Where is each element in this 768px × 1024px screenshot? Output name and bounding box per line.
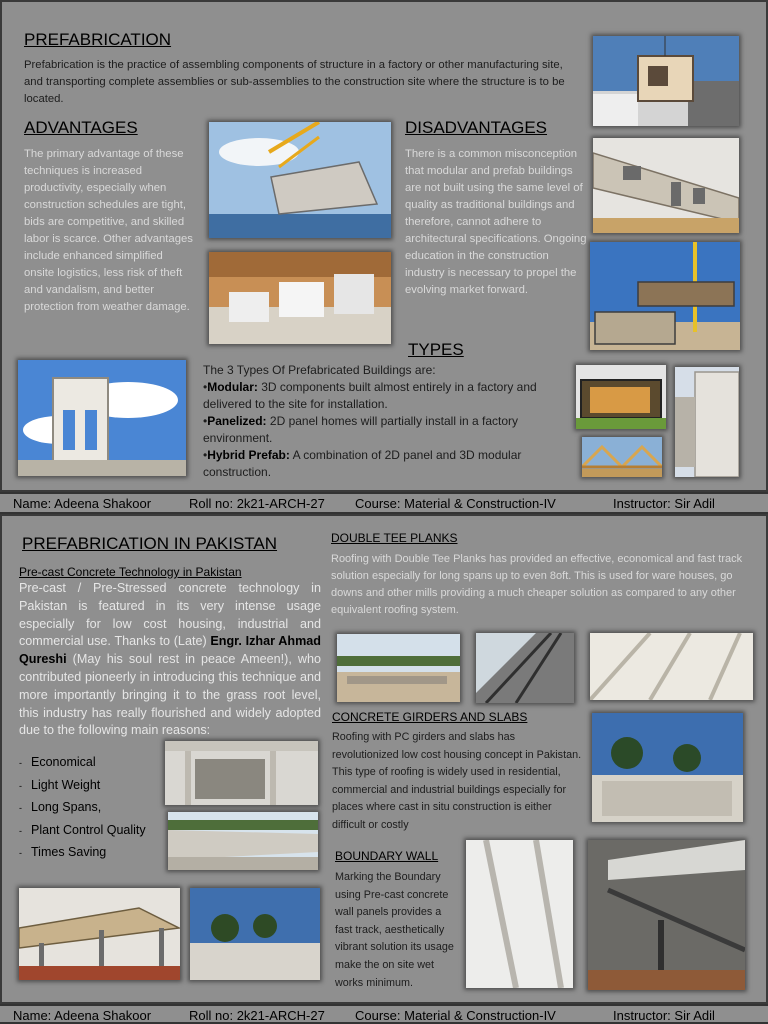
footer-1 xyxy=(0,492,768,514)
precast-text xyxy=(19,580,321,740)
double-tee-text: Roofing with Double Tee Planks has provided an effective, economical and fast track solution especially for long spans up to even 8oft. This is used for ware houses, go downs and other mills providing a much cheaper solution as compared to any other equivalent roofing system. xyxy=(331,553,743,616)
precast-heading: Pre-cast Concrete Technology in Pakistan xyxy=(19,565,242,579)
type-name: Hybrid Prefab: xyxy=(207,448,290,462)
reason-item: - Long Spans, xyxy=(19,797,146,820)
type-name: Modular: xyxy=(207,380,258,394)
photo-truss-roof xyxy=(582,437,662,477)
photo-girder-slab-stack xyxy=(592,713,743,822)
photo-modular-house xyxy=(576,365,666,429)
photo-boundary-wall-road xyxy=(168,812,318,870)
intro-text: Prefabrication is the practice of assembling components of structure in a factory or other manufacturing site, and transporting complete assemblies or sub-assemblies to the construction site where the structure is to be located. xyxy=(24,59,565,105)
photo-tee-plank-stack xyxy=(337,634,460,702)
footer-name: Name: Adeena Shakoor xyxy=(13,496,152,511)
photo-crane-module xyxy=(593,36,739,126)
photo-factory-floor xyxy=(209,252,391,344)
photo-girder-ceiling xyxy=(466,840,573,988)
sheet-1-title: PREFABRICATION xyxy=(24,30,172,49)
type-item: •Panelized: 2D panel homes will partially install in a factory environment. xyxy=(203,414,519,445)
advantages-text: The primary advantage of these techniques is increased productivity, especially when construction schedules are tight, bids are competitive, and skilled labor is scarce. Other advantages include enhanced simplified onsite logistics, less risk of theft and vandalism, and better protection from weather damage. xyxy=(24,148,193,313)
photo-tee-plank-production xyxy=(476,633,574,703)
photo-wall-panel-lift xyxy=(593,138,739,233)
precast-text-part-2: (May his soul rest in peace Ameen!), who contributed pioneerly in introducing this technique and more importantly bringing it to the grass root level, this industry has really flourished and widely adopted due to the following main reasons: xyxy=(19,652,321,738)
footer-course: Course: Material & Construction-IV xyxy=(355,1008,556,1023)
precast-text-part-1: Pre-cast / Pre-Stressed concrete technology in Pakistan is featured in its very intense usage especially for low cost housing, industrial and commercial use. Thanks to (Late) xyxy=(19,581,321,649)
photo-steel-structure xyxy=(19,888,180,980)
sheet-2-title: PREFABRICATION IN PAKISTAN xyxy=(22,534,278,553)
photo-wall-framing xyxy=(18,360,186,476)
advantages-heading: ADVANTAGES xyxy=(24,118,138,137)
footer-instructor: Instructor: Sir Adil xyxy=(613,496,715,511)
reason-item: - Plant Control Quality xyxy=(19,820,146,843)
type-item: •Hybrid Prefab: A combination of 2D panel and 3D modular construction. xyxy=(203,448,522,479)
photo-warehouse-interior xyxy=(588,840,745,990)
type-desc: 2D panel homes will partially install in a factory environment. xyxy=(203,414,519,445)
footer-2 xyxy=(0,1004,768,1024)
girders-heading: CONCRETE GIRDERS AND SLABS xyxy=(332,710,528,724)
girders-text: Roofing with PC girders and slabs has revolutionized low cost housing concept in Pakistan. This type of roofing is widely used in residential, commercial and industrial buildings especially for places where cast in situ construction is either difficult or costly xyxy=(332,731,582,831)
types-list xyxy=(203,362,568,481)
reason-item: - Economical xyxy=(19,752,146,775)
disadvantages-text: There is a common misconception that modular and prefab buildings are not built using the same level of quality as traditional buildings and therefore, cannot adhere to architectural specifications. Ongoing education in the construction industry is necessary to propel the evolving market forward. xyxy=(405,148,587,296)
types-heading: TYPES xyxy=(408,340,464,359)
boundary-text: Marking the Boundary using Pre-cast concrete wall panels provides a fast track, aesthetically vibrant solution its usage make the on site wet works minimum. xyxy=(335,871,454,989)
footer-course: Course: Material & Construction-IV xyxy=(355,496,556,511)
photo-panel-tower xyxy=(675,367,739,477)
footer-instructor: Instructor: Sir Adil xyxy=(613,1008,715,1023)
reason-item: - Times Saving xyxy=(19,842,146,865)
footer-roll: Roll no: 2k21-ARCH-27 xyxy=(189,1008,325,1023)
type-desc: A combination of 2D panel and 3D modular construction. xyxy=(203,448,522,479)
type-name: Panelized: xyxy=(207,414,267,428)
precast-engineer-name: Engr. Izhar Ahmad Qureshi xyxy=(19,634,321,667)
type-item: •Modular: 3D components built almost entirely in a factory and delivered to the site for installation. xyxy=(203,380,537,411)
boundary-heading: BOUNDARY WALL xyxy=(335,849,439,863)
photo-stacked-modules xyxy=(590,242,740,350)
footer-name: Name: Adeena Shakoor xyxy=(13,1008,152,1023)
reasons-list xyxy=(19,752,146,865)
double-tee-heading: DOUBLE TEE PLANKS xyxy=(331,531,458,545)
type-desc: 3D components built almost entirely in a factory and delivered to the site for installation. xyxy=(203,380,537,411)
photo-boundary-wall-trees xyxy=(190,888,320,980)
photo-tee-plank-ceiling xyxy=(590,633,753,700)
disadvantages-heading: DISADVANTAGES xyxy=(405,118,548,137)
photo-module-lift xyxy=(209,122,391,238)
reason-item: - Light Weight xyxy=(19,775,146,798)
photo-precast-frame xyxy=(165,741,318,805)
types-intro: The 3 Types Of Prefabricated Buildings are: xyxy=(203,363,436,377)
footer-roll: Roll no: 2k21-ARCH-27 xyxy=(189,496,325,511)
